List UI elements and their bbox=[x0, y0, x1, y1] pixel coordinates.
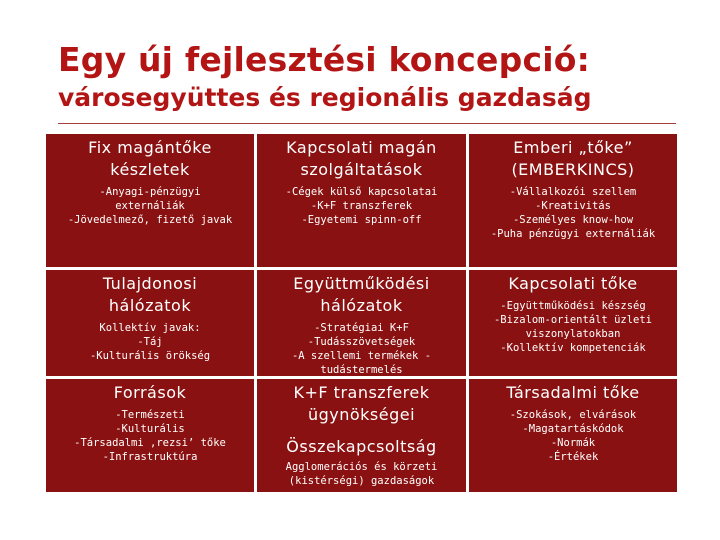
cell-relational-capital bbox=[469, 270, 677, 376]
cell-items: -Stratégiai K+F -Tudásszövetségek -A szellemi termékek - tudástermelés bbox=[291, 322, 432, 376]
cell-human-capital bbox=[469, 134, 677, 267]
cell-heading: K+F transzferek ügynökségei bbox=[293, 383, 430, 424]
connectivity-heading: Összekapcsoltság bbox=[286, 437, 437, 456]
cell-items: -Vállalkozói szellem -Kreativitás -Személyes know-how -Puha pénzügyi externáliák bbox=[490, 186, 656, 240]
cell-fix-private-capital bbox=[46, 134, 254, 267]
cell-heading: Kapcsolati magán szolgáltatások bbox=[286, 138, 437, 179]
cell-items: -Cégek külső kapcsolatai -K+F transzferek -Egyetemi spinn-off bbox=[285, 186, 438, 226]
cell-items: Kollektív javak: -Táj -Kulturális örökség bbox=[89, 322, 211, 362]
cell-cooperation-networks bbox=[257, 270, 466, 376]
cell-items: -Anyagi-pénzügyi externáliák -Jövedelmező, fizető javak bbox=[67, 186, 233, 226]
cell-heading: Együttműködési hálózatok bbox=[293, 274, 430, 315]
slide-title: Egy új fejlesztési koncepció: bbox=[58, 40, 590, 79]
title-divider bbox=[58, 123, 676, 124]
cell-resources bbox=[46, 379, 254, 492]
cell-heading: Emberi „tőke” (EMBERKINCS) bbox=[511, 138, 635, 179]
cell-rd-transfer-agencies bbox=[257, 379, 466, 492]
cell-items: -Szokások, elvárások -Magatartáskódok -Normák -Értékek bbox=[509, 409, 637, 463]
concept-matrix bbox=[46, 134, 677, 492]
cell-items: -Együttműködési készség -Bizalom-orientált üzleti viszonylatokban -Kollektív kompetenciák bbox=[493, 300, 653, 354]
cell-heading: Fix magántőke készletek bbox=[88, 138, 212, 179]
cell-social-capital bbox=[469, 379, 677, 492]
cell-items: -Természeti -Kulturális -Társadalmi ‚rezsi’ tőke -Infrastruktúra bbox=[74, 409, 226, 463]
cell-items: Agglomerációs és körzeti (kistérségi) gazdaságok bbox=[285, 461, 438, 487]
cell-ownership-networks bbox=[46, 270, 254, 376]
cell-heading: Tulajdonosi hálózatok bbox=[102, 274, 198, 315]
slide-subtitle: városegyüttes és regionális gazdaság bbox=[58, 83, 592, 112]
cell-heading: Társadalmi tőke bbox=[506, 383, 640, 402]
cell-heading: Források bbox=[113, 383, 187, 402]
cell-heading: Kapcsolati tőke bbox=[508, 274, 638, 293]
cell-relational-private-services bbox=[257, 134, 466, 267]
